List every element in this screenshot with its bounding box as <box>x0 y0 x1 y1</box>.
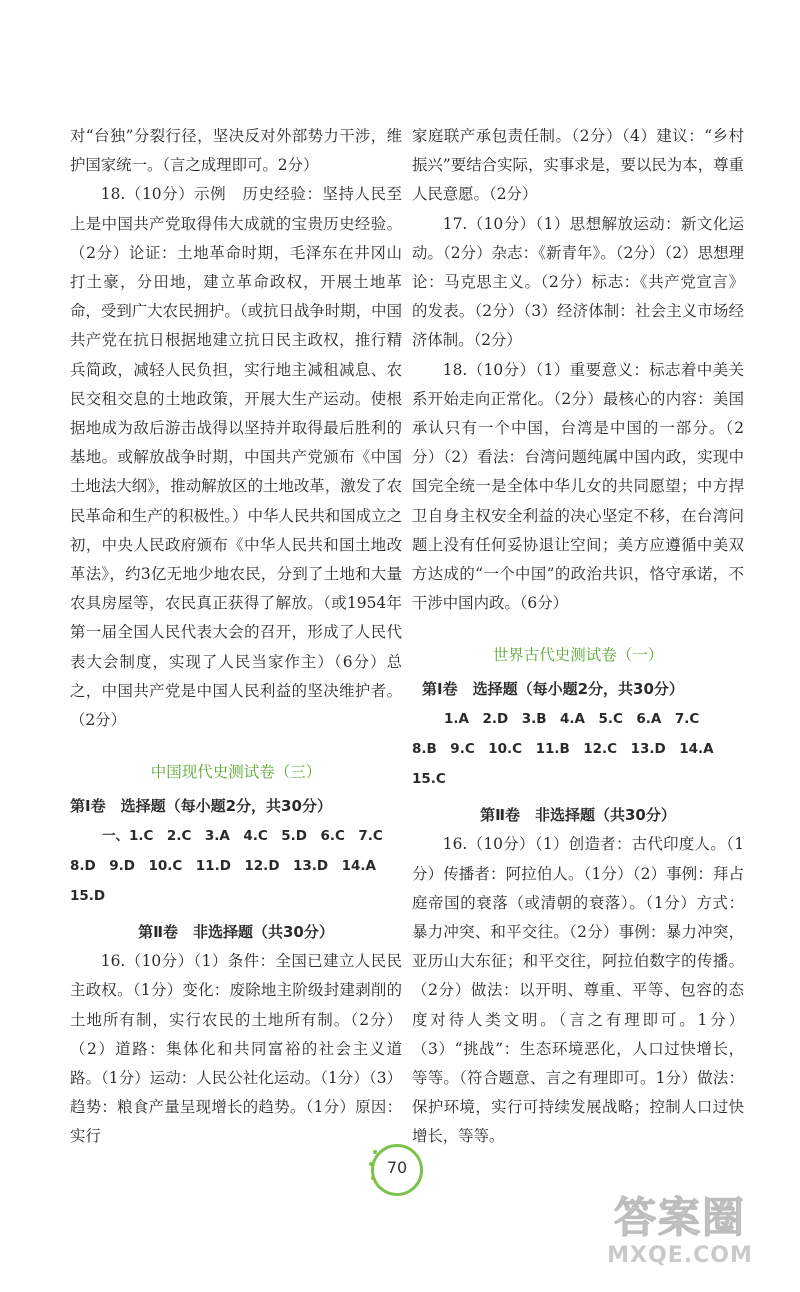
part2-title: 第Ⅱ卷 非选择题（共30分） <box>138 923 334 942</box>
choice-answers: 8.D 9.D 10.C 11.D 12.D 13.D 14.A <box>70 858 377 875</box>
section-title: 中国现代史测试卷（三） <box>150 763 322 782</box>
watermark-logo: 答案圈 <box>613 1193 746 1242</box>
left-column <box>70 122 402 1152</box>
watermark <box>580 1185 780 1285</box>
section-title: 世界古代史测试卷（一） <box>492 646 664 665</box>
answer-paragraph: 18.（10分）示例 历史经验：坚持人民至上是中国共产党取得伟大成就的宝贵历史经验。（2分）论证：土地革命时期，毛泽东在井冈山打土豪，分田地，建立革命政权，开展土地革命，受到广大农民拥护。（或抗日战争时期，中国共产党在抗日根据地建立抗日民主政权，推行精兵简政，减轻人民负担，实行地主减租减息、农民交租交息的土地政策，开展大生产运动。使根据地成为敌后游击战得以坚持并取得最后胜利的基地。或解放战争时期，中国共产党颁布《中国土地法大纲》，推动解放区的土地改革，激发了农民革命和生产的积极性。）中华人民共和国成立之初，中央人民政府颁布《中华人民共和国土地改革法》，约3亿无地少地农民，分到了土地和大量农具房屋等，农民真正获得了解放。（或1954年第一届全国人民代表大会的召开，形成了人民代表大会制度，实现了人民当家作主）（6分）总之，中国共产党是中国人民利益的坚决维护者。（2分） <box>70 185 402 730</box>
answer-paragraph: 家庭联产承包责任制。（2分）（4）建议：“乡村振兴”要结合实际，实事求是，要以民为本，尊重人民意愿。（2分） <box>412 127 744 204</box>
answer-paragraph: 17.（10分）（1）思想解放运动：新文化运动。（2分）杂志：《新青年》。（2分）（2）思想理论：马克思主义。（2分）标志：《共产党宣言》的发表。（2分）（3）经济体制：社会主义市场经济体制。（2分） <box>412 214 744 350</box>
choice-answers: 15.D <box>70 888 106 905</box>
choice-answers: 1.A 2.D 3.B 4.A 5.C 6.A 7.C <box>444 711 700 728</box>
choice-answers: 一、1.C 2.C 3.A 4.C 5.D 6.C 7.C <box>102 828 383 845</box>
answer-paragraph: 16.（10分）（1）创造者：古代印度人。（1分）传播者：阿拉伯人。（1分）（2）事例：拜占庭帝国的衰落（或清朝的衰落）。（1分）方式：暴力冲突、和平交往。（2分）事例：暴力冲突，亚历山大东征；和平交往，阿拉伯数字的传播。（2分）做法：以开明、尊重、平等、包容的态度对待人类文明。（言之有理即可。1分）（3）“挑战”：生态环境恶化，人口过快增长，等等。（符合题意、言之有理即可。1分）做法：保护环境，实行可持续发展战略；控制人口过快增长，等等。 <box>412 835 744 1146</box>
choice-answers: 8.B 9.C 10.C 11.B 12.C 13.D 14.A <box>412 741 714 758</box>
page-number: 70 <box>386 1158 408 1177</box>
part2-title: 第Ⅱ卷 非选择题（共30分） <box>480 806 676 825</box>
page-number-badge <box>367 1140 431 1204</box>
decor-dot <box>373 1150 377 1154</box>
answer-paragraph: 16.（10分）（1）条件：全国已建立人民民主政权。（1分）变化：废除地主阶级封建剥削的土地所有制，实行农民的土地所有制。（2分）（2）道路：集体化和共同富裕的社会主义道路。（1分）运动：人民公社化运动。（1分）（3）趋势：粮食产量呈现增长的趋势。（1分）原因：实行 <box>70 952 402 1146</box>
answer-paragraph: 对“台独”分裂行径，坚决反对外部势力干涉，维护国家统一。（言之成理即可。2分） <box>70 127 402 175</box>
answer-paragraph: 18.（10分）（1）重要意义：标志着中美关系开始走向正常化。（2分）最核心的内容：美国承认只有一个中国，台湾是中国的一部分。（2分）（2）看法：台湾问题纯属中国内政，实现中国完全统一是全体中华儿女的共同愿望；中方捍卫自身主权安全利益的决心坚定不移，在台湾问题上没有任何妥协退让空间；美方应遵循中美双方达成的“一个中国”的政治共识，恪守承诺，不干涉中国内政。（6分） <box>412 360 744 613</box>
right-column <box>412 122 744 1152</box>
watermark-url: MXQE.COM <box>607 1243 753 1268</box>
part1-title: 第Ⅰ卷 选择题（每小题2分，共30分） <box>70 797 332 816</box>
part1-title: 第Ⅰ卷 选择题（每小题2分，共30分） <box>422 680 684 699</box>
choice-answers: 15.C <box>412 771 446 788</box>
